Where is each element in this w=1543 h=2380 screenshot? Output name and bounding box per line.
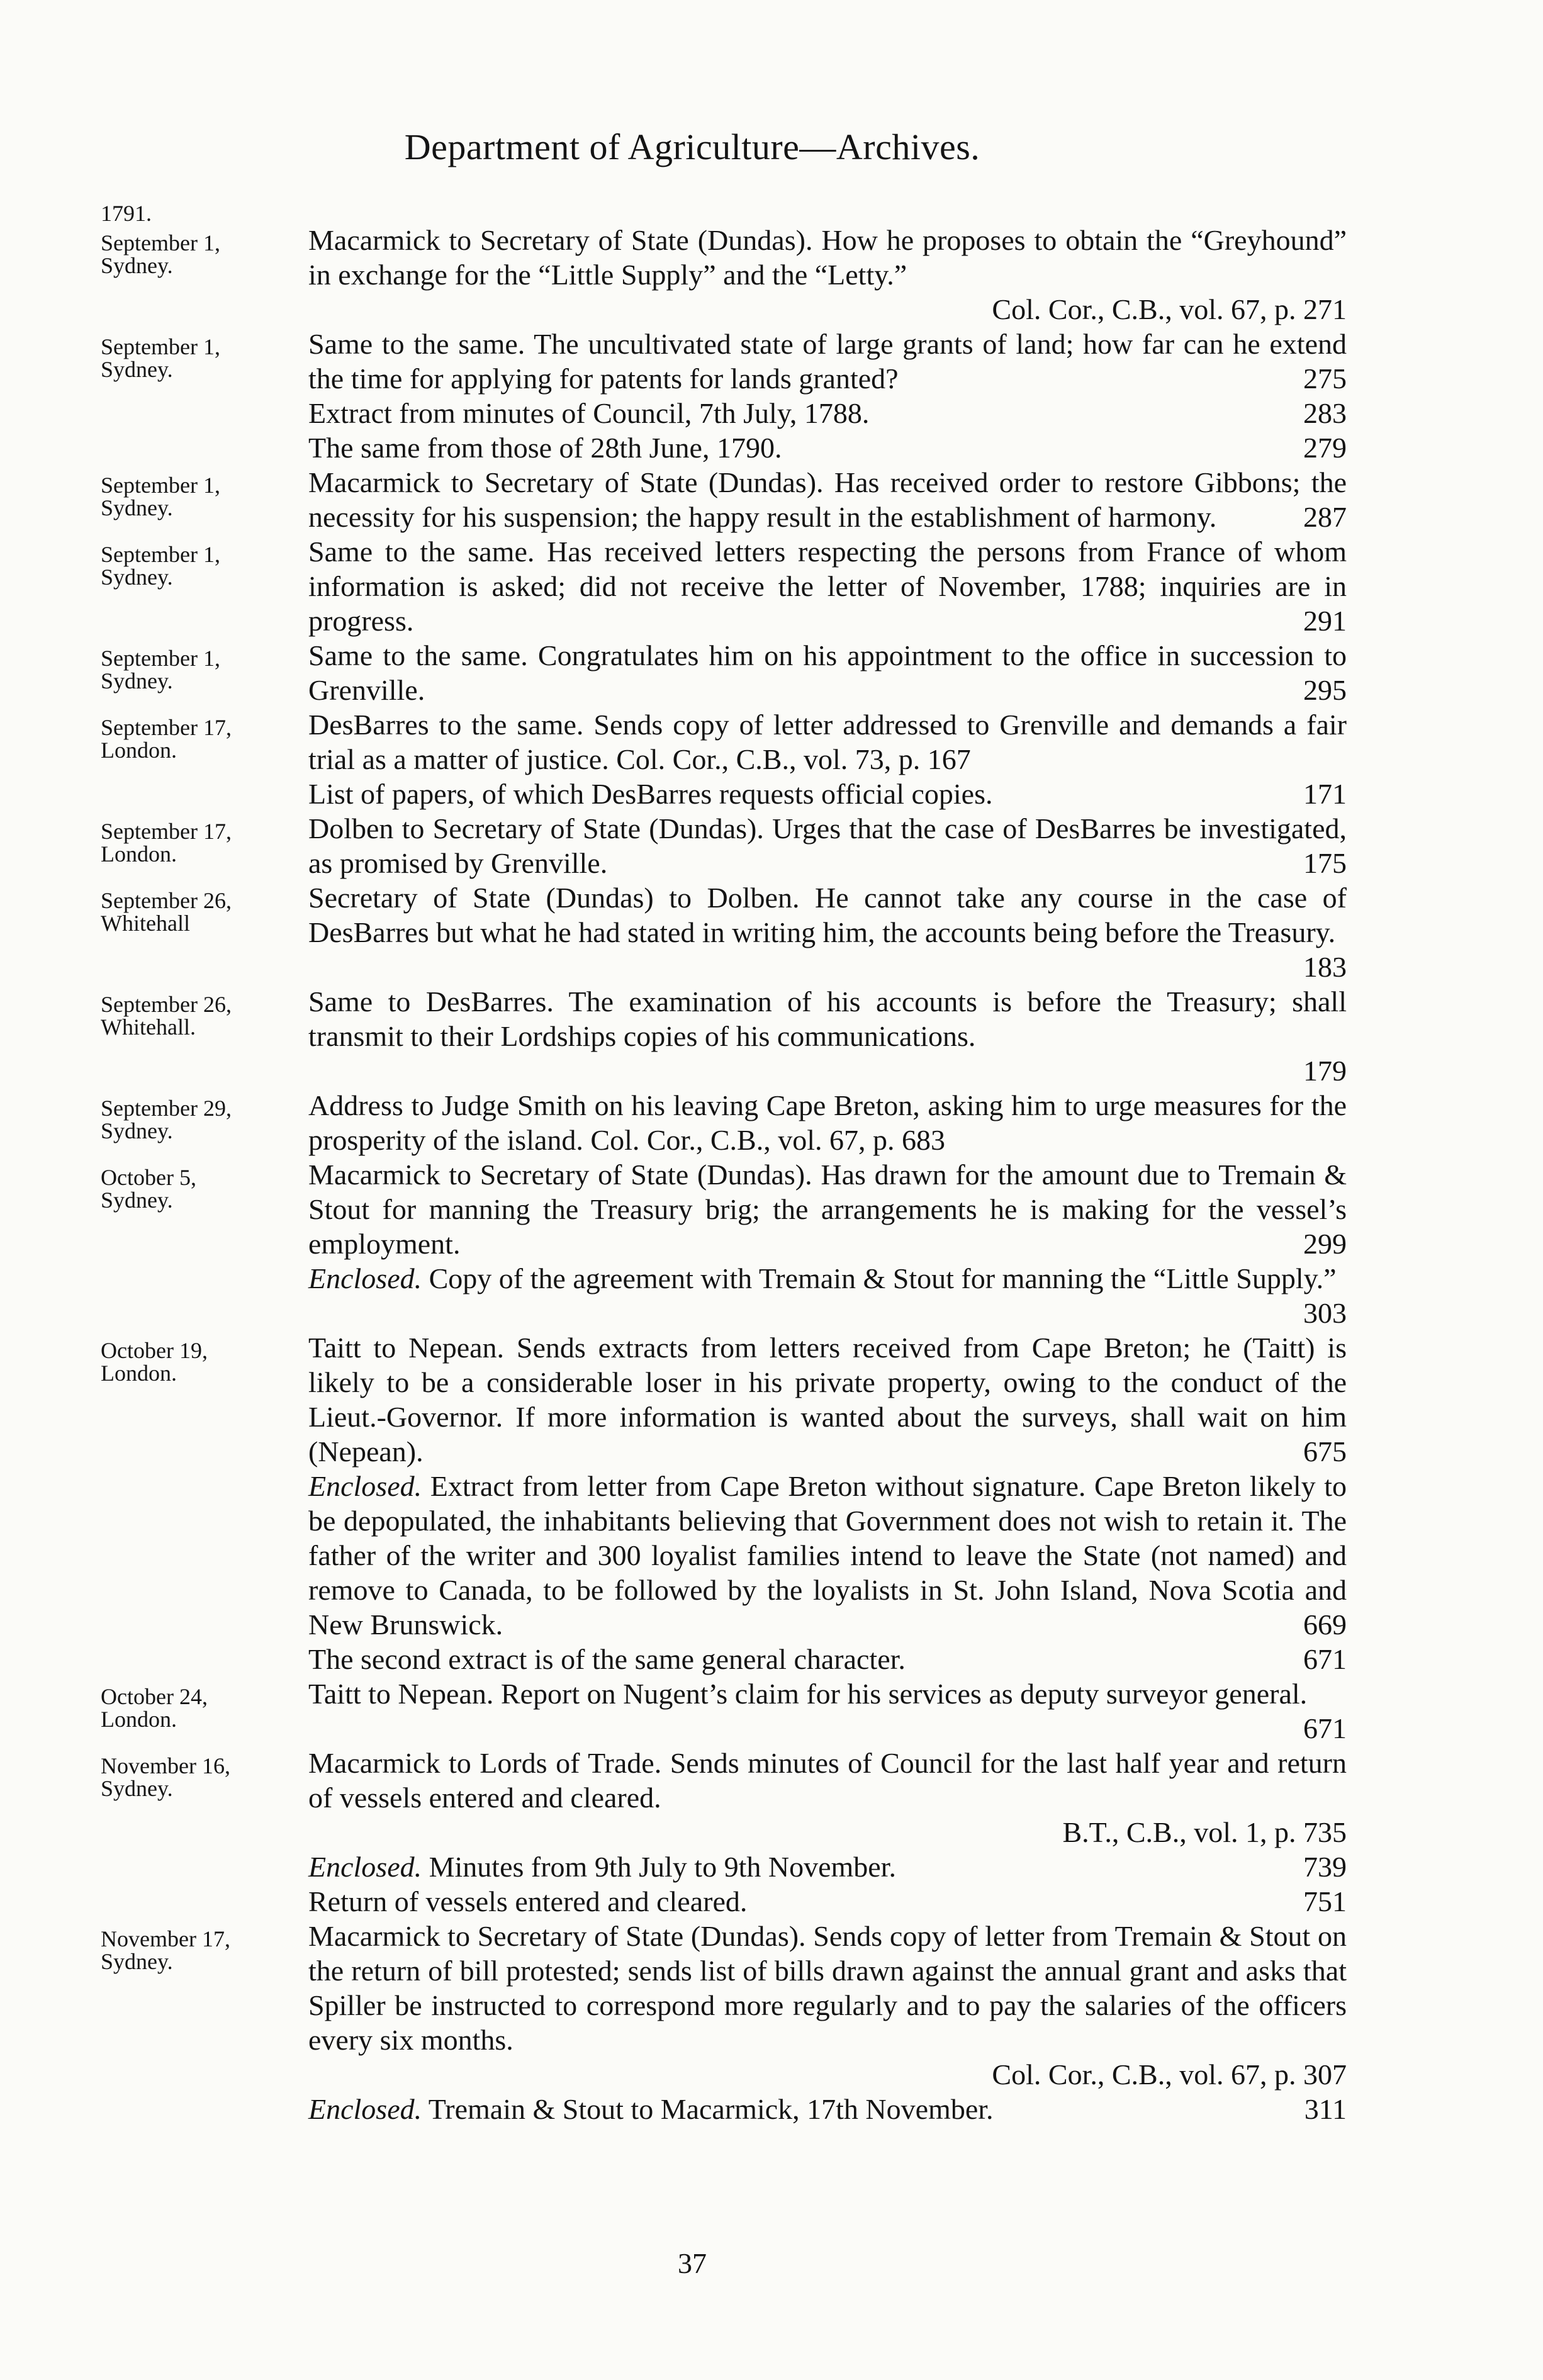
entry-place: London. bbox=[101, 1361, 177, 1386]
entry-sub: Enclosed. Tremain & Stout to Macarmick, 17th November. 311 bbox=[308, 2093, 1347, 2125]
entry-body bbox=[308, 223, 1347, 327]
list-item bbox=[101, 638, 1359, 707]
entry-date: September 29, bbox=[101, 1096, 232, 1121]
entry-reference: Col. Cor., C.B., vol. 67, p. 307 bbox=[992, 2058, 1347, 2091]
entry-place: Sydney. bbox=[101, 495, 173, 520]
page-header: Department of Agriculture—Archives. bbox=[404, 126, 980, 167]
entry-date-place bbox=[101, 811, 308, 880]
entry-body bbox=[308, 327, 1347, 465]
entry-place: Sydney. bbox=[101, 253, 173, 278]
entry-place: Sydney. bbox=[101, 668, 173, 693]
entry-date: September 17, bbox=[101, 715, 232, 740]
entry-page: 283 bbox=[1303, 397, 1347, 429]
entry-place: London. bbox=[101, 1707, 177, 1732]
entry-page: 671 bbox=[1303, 1712, 1347, 1744]
entry-page: 299 bbox=[1303, 1228, 1347, 1260]
entry-sub: Return of vessels entered and cleared. 751 bbox=[308, 1885, 1347, 1917]
entry-body bbox=[308, 984, 1347, 1088]
entry-text: Same to the same. Congratulates him on his appointment to the office in succession to Grenville. 295 bbox=[308, 639, 1347, 706]
entry-text: Same to the same. Has received letters respecting the persons from France of whom information is asked; did not receive the letter of November, 1788; inquiries are in progress. 291 bbox=[308, 536, 1347, 637]
entry-date-place bbox=[101, 1157, 308, 1330]
page-number: 37 bbox=[678, 2247, 707, 2279]
entry-body bbox=[308, 534, 1347, 638]
entry-body bbox=[308, 465, 1347, 534]
enclosed-label: Enclosed. bbox=[308, 1851, 422, 1883]
entry-sub: Enclosed. Minutes from 9th July to 9th November. 739 bbox=[308, 1851, 1347, 1883]
entry-place: Whitehall bbox=[101, 911, 190, 936]
entry-place: Sydney. bbox=[101, 1118, 173, 1143]
entry-page: 669 bbox=[1303, 1608, 1347, 1641]
entry-date: September 17, bbox=[101, 819, 232, 844]
enclosed-label: Enclosed. bbox=[308, 1470, 422, 1502]
entry-date: September 1, bbox=[101, 542, 220, 567]
entry-body bbox=[308, 1088, 1347, 1157]
entry-date-place bbox=[101, 1088, 308, 1157]
enclosed-label: Enclosed. bbox=[308, 1262, 422, 1294]
entry-page: 275 bbox=[1303, 362, 1347, 395]
entry-place: Sydney. bbox=[101, 357, 173, 382]
entry-page: 175 bbox=[1303, 847, 1347, 879]
entry-date: September 1, bbox=[101, 646, 220, 671]
entry-place: Whitehall. bbox=[101, 1014, 196, 1040]
list-item bbox=[101, 707, 1359, 811]
list-item bbox=[101, 984, 1359, 1088]
entry-sub: Extract from minutes of Council, 7th July, 1788. 283 bbox=[308, 397, 1347, 429]
entry-place: London. bbox=[101, 841, 177, 867]
entry-date: November 17, bbox=[101, 1926, 230, 1951]
entry-place: London. bbox=[101, 738, 177, 763]
entry-date-place bbox=[101, 534, 308, 638]
entry-body bbox=[308, 1919, 1347, 2126]
entry-date-place bbox=[101, 707, 308, 811]
entry-page: 279 bbox=[1303, 432, 1347, 464]
entry-date-place bbox=[101, 880, 308, 984]
entry-date-place bbox=[101, 465, 308, 534]
entry-text: Address to Judge Smith on his leaving Cape Breton, asking him to urge measures for the prosperity of the island. Col. Cor., C.B., vol. 67, p. 683 bbox=[308, 1089, 1347, 1156]
entry-sub: List of papers, of which DesBarres requests official copies. 171 bbox=[308, 778, 1347, 810]
entry-date: September 1, bbox=[101, 473, 220, 498]
entry-date-place bbox=[101, 1330, 308, 1676]
entry-page: 291 bbox=[1303, 605, 1347, 637]
entry-body bbox=[308, 638, 1347, 707]
entry-text: Macarmick to Lords of Trade. Sends minutes of Council for the last half year and return of vessels entered and cleared. bbox=[308, 1747, 1347, 1814]
entry-date-place bbox=[101, 1919, 308, 2126]
entry-page: 287 bbox=[1303, 501, 1347, 533]
entry-text: DesBarres to the same. Sends copy of letter addressed to Grenville and demands a fair trial as a matter of justice. Col. Cor., C.B., vol. 73, p. 167 bbox=[308, 709, 1347, 775]
entry-date-place bbox=[101, 1676, 308, 1746]
entry-date: October 19, bbox=[101, 1338, 208, 1363]
entry-text: Same to the same. The uncultivated state of large grants of land; how far can he extend the time for applying for patents for lands granted? 275 bbox=[308, 328, 1347, 395]
list-item bbox=[101, 534, 1359, 638]
entry-sub: Enclosed. Extract from letter from Cape Breton without signature. Cape Breton likely to be depopulated, the inhabitants believing that Government does not wish to retain it. The father of the writer and 300 loyalist families intend to leave the State (not named) and remove to Canada, to be followed by the loyalists in St. John Island, Nova Scotia and New Brunswick. 669 bbox=[308, 1470, 1347, 1641]
entry-place: Sydney. bbox=[101, 1776, 173, 1801]
entry-body bbox=[308, 1157, 1347, 1330]
entry-body bbox=[308, 1330, 1347, 1676]
entry-place: Sydney. bbox=[101, 1187, 173, 1213]
entry-date: September 1, bbox=[101, 230, 220, 255]
entry-page: 739 bbox=[1303, 1851, 1347, 1883]
list-item bbox=[101, 1157, 1359, 1330]
entry-page: 183 bbox=[1303, 951, 1347, 983]
entry-text: Macarmick to Secretary of State (Dundas). Has received order to restore Gibbons; the necessity for his suspension; the happy result in the establishment of harmony. 287 bbox=[308, 466, 1347, 533]
list-item bbox=[101, 1676, 1359, 1746]
list-item bbox=[101, 880, 1359, 984]
list-item bbox=[101, 1330, 1359, 1676]
list-item bbox=[101, 1746, 1359, 1919]
entry-page: 671 bbox=[1303, 1643, 1347, 1675]
entry-page: 171 bbox=[1303, 778, 1347, 810]
entry-date-place bbox=[101, 223, 308, 327]
entry-body bbox=[308, 1676, 1347, 1746]
year-label: 1791. bbox=[101, 201, 152, 226]
entry-text: Taitt to Nepean. Report on Nugent’s claim for his services as deputy surveyor general. 671 bbox=[308, 1678, 1347, 1744]
entry-reference: Col. Cor., C.B., vol. 67, p. 271 bbox=[992, 293, 1347, 325]
entry-date-place bbox=[101, 638, 308, 707]
entry-page: 295 bbox=[1303, 674, 1347, 706]
entry-page: 675 bbox=[1303, 1435, 1347, 1468]
entry-text: Macarmick to Secretary of State (Dundas). Sends copy of letter from Tremain & Stout on the return of bill protested; sends list of bills drawn against the annual grant and asks that Spiller be instructed to correspond more regularly and to pay the salaries of the officers every six months. bbox=[308, 1920, 1347, 2056]
entry-page: 179 bbox=[1303, 1055, 1347, 1087]
entry-sub: The second extract is of the same general character. 671 bbox=[308, 1643, 1347, 1675]
entry-date: October 24, bbox=[101, 1684, 208, 1709]
entry-sub: The same from those of 28th June, 1790. 279 bbox=[308, 432, 1347, 464]
entry-body bbox=[308, 1746, 1347, 1919]
entry-text: Macarmick to Secretary of State (Dundas). How he proposes to obtain the “Greyhound” in exchange for the “Little Supply” and the “Letty.” bbox=[308, 224, 1347, 291]
entry-text: Dolben to Secretary of State (Dundas). Urges that the case of DesBarres be investigated, as promised by Grenville. 175 bbox=[308, 812, 1347, 879]
list-item bbox=[101, 811, 1359, 880]
entry-sub: Enclosed. Copy of the agreement with Tremain & Stout for manning the “Little Supply.” 303 bbox=[308, 1262, 1347, 1329]
list-item bbox=[101, 1088, 1359, 1157]
entry-text: Same to DesBarres. The examination of his accounts is before the Treasury; shall transmit to their Lordships copies of his communications. bbox=[308, 985, 1347, 1052]
entry-text: Macarmick to Secretary of State (Dundas). Has drawn for the amount due to Tremain & Stout for manning the Treasury brig; the arrangements he is making for the vessel’s employment. 299 bbox=[308, 1159, 1347, 1260]
list-item bbox=[101, 223, 1359, 327]
entry-page: 311 bbox=[1304, 2093, 1347, 2125]
entry-date: September 26, bbox=[101, 888, 232, 913]
entry-body bbox=[308, 880, 1347, 984]
entry-date-place bbox=[101, 984, 308, 1088]
list-item bbox=[101, 327, 1359, 465]
enclosed-label: Enclosed. bbox=[308, 2093, 422, 2125]
entry-body bbox=[308, 707, 1347, 811]
entry-date-place bbox=[101, 327, 308, 465]
entry-page: 303 bbox=[1303, 1297, 1347, 1329]
entry-reference: B.T., C.B., vol. 1, p. 735 bbox=[1062, 1816, 1347, 1848]
entry-date: October 5, bbox=[101, 1165, 196, 1190]
entry-date-place bbox=[101, 1746, 308, 1919]
entry-date: September 26, bbox=[101, 992, 232, 1017]
entry-place: Sydney. bbox=[101, 564, 173, 590]
entry-text: Secretary of State (Dundas) to Dolben. He cannot take any course in the case of DesBarres but what he had stated in writing him, the accounts being before the Treasury. 183 bbox=[308, 882, 1347, 983]
list-item bbox=[101, 1919, 1359, 2126]
list-item bbox=[101, 465, 1359, 534]
entry-page: 751 bbox=[1303, 1885, 1347, 1917]
entry-text: Taitt to Nepean. Sends extracts from letters received from Cape Breton; he (Taitt) is likely to be a considerable loser in his private property, owing to the conduct of the Lieut.-Governor. If more information is wanted about the surveys, shall wait on him (Nepean). 675 bbox=[308, 1332, 1347, 1468]
entries-list bbox=[101, 220, 1359, 2126]
entry-date: September 1, bbox=[101, 334, 220, 359]
entry-date: November 16, bbox=[101, 1753, 230, 1778]
entry-place: Sydney. bbox=[101, 1949, 173, 1974]
entry-body bbox=[308, 811, 1347, 880]
